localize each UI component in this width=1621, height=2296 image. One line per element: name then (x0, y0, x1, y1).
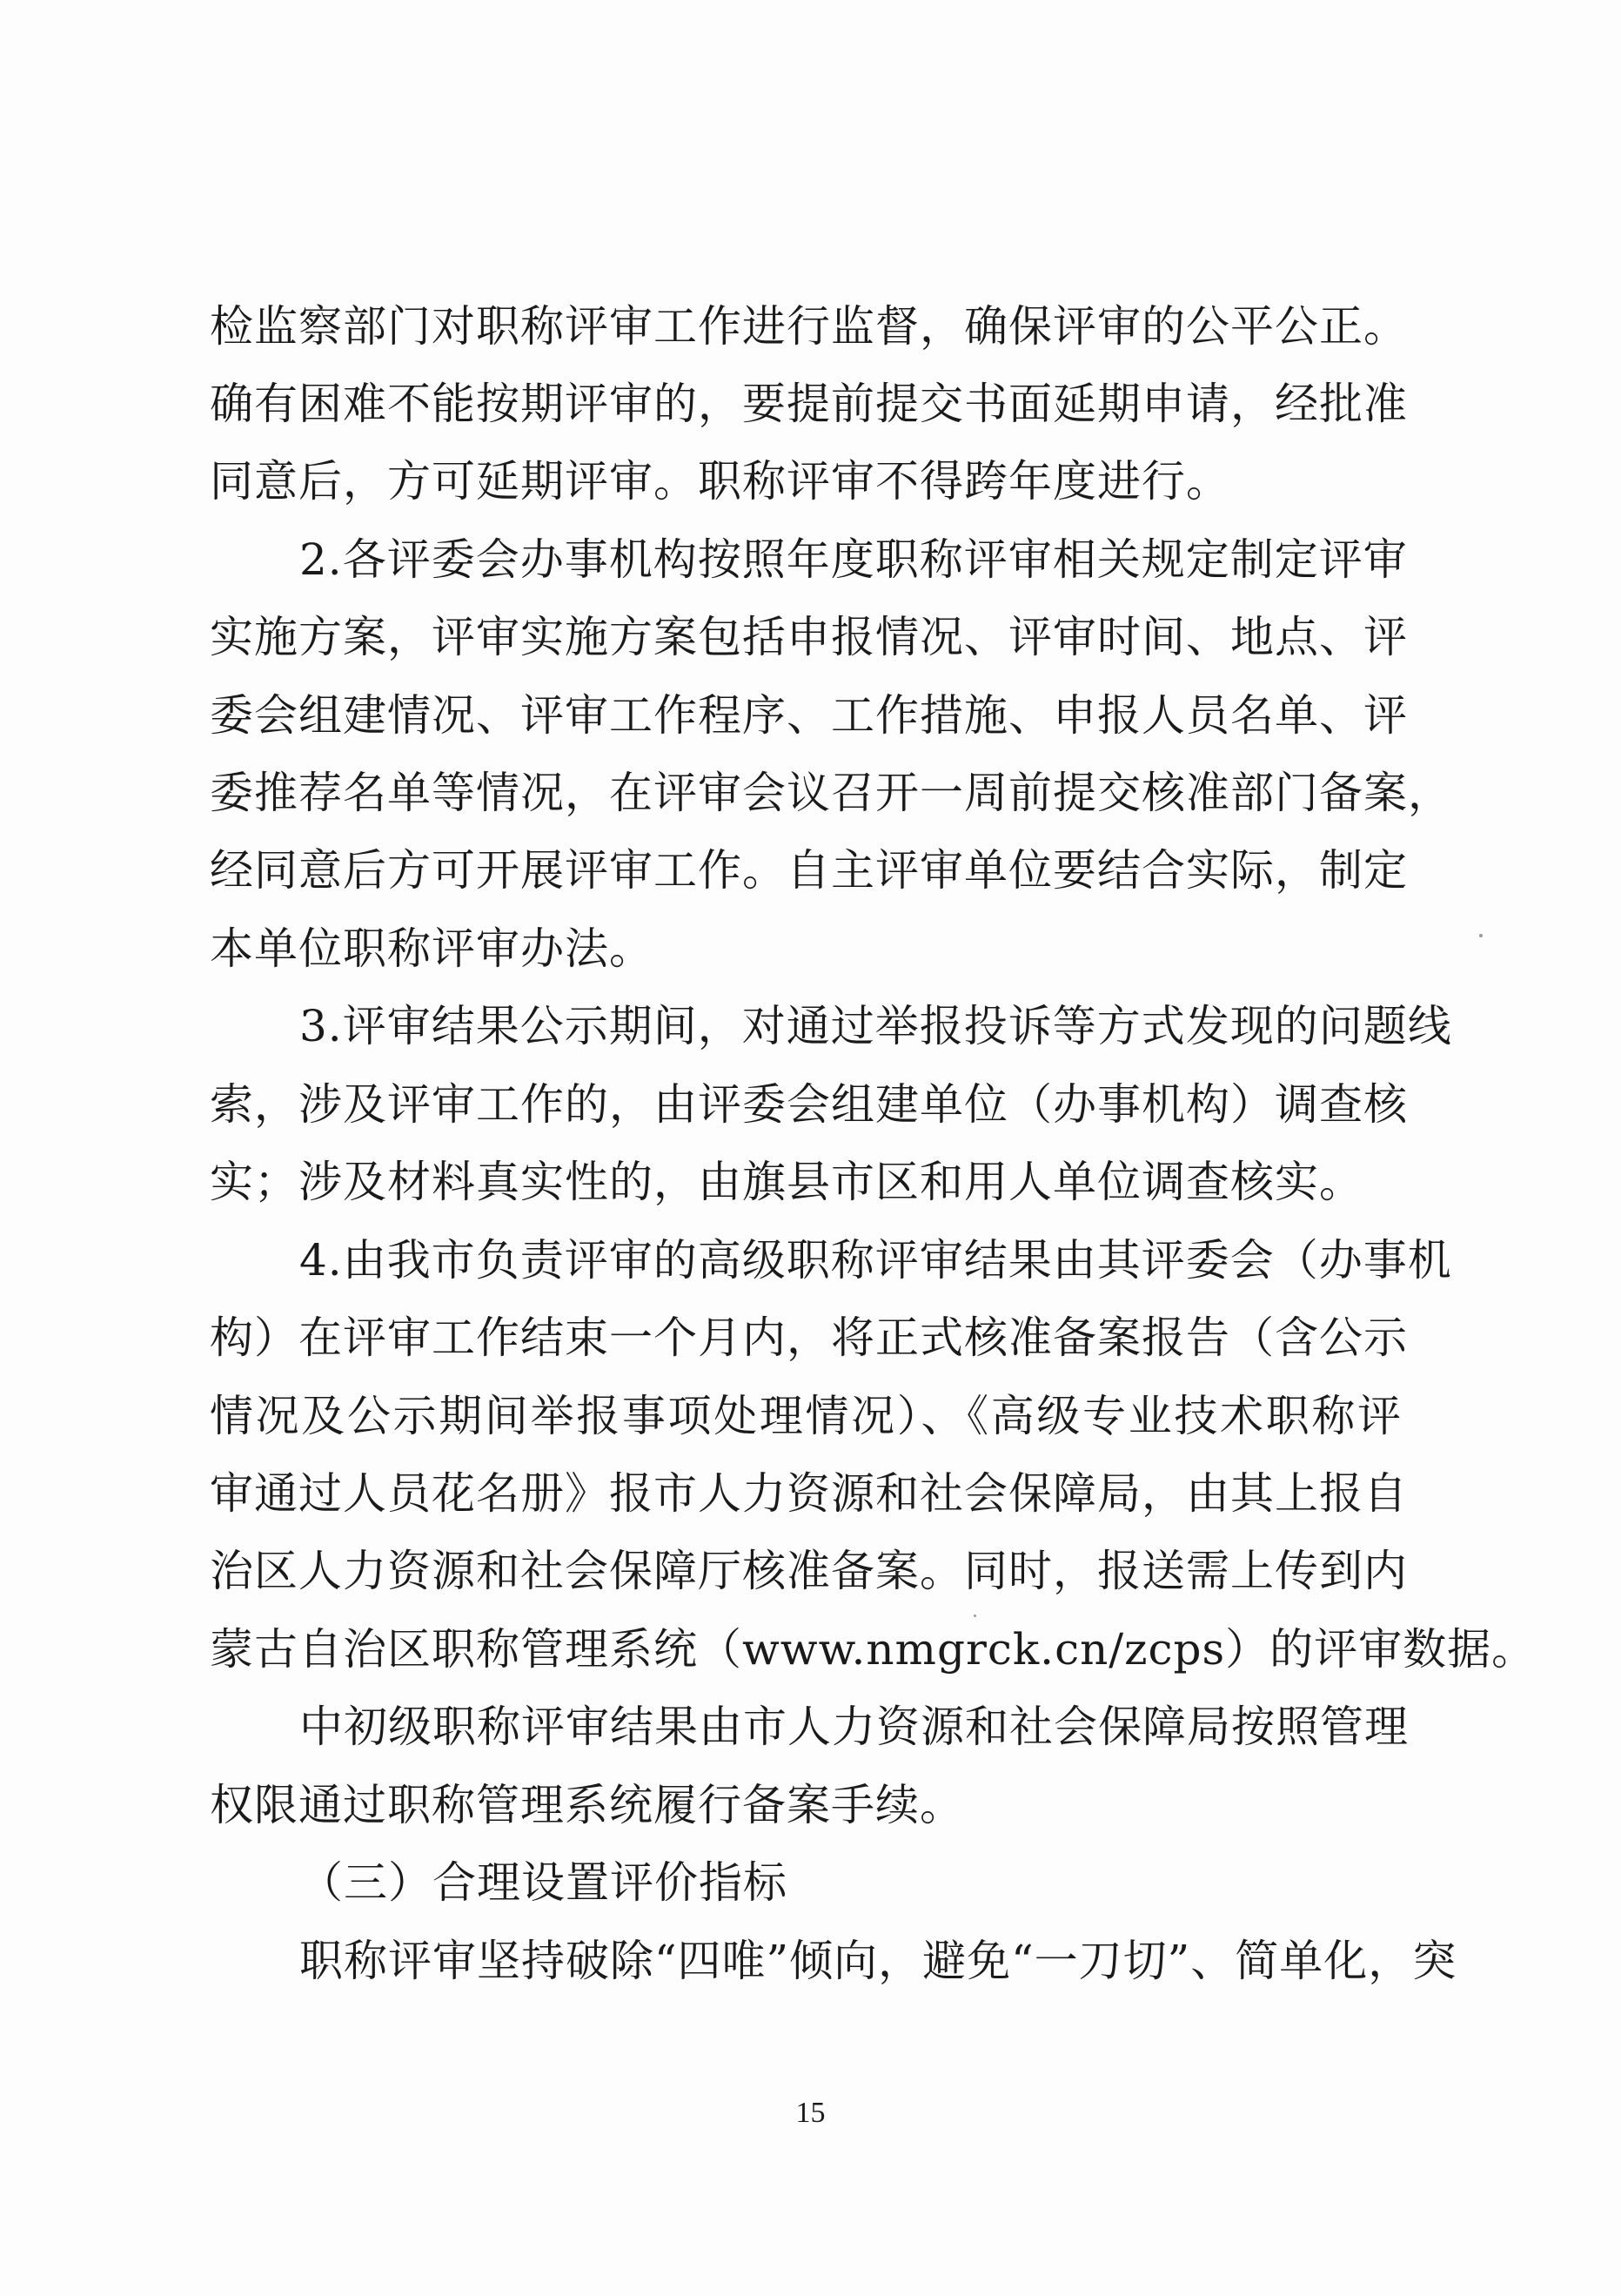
paragraph-line: 蒙古自治区职称管理系统（www.nmgrck.cn/zcps）的评审数据。 (210, 1624, 1537, 1675)
paragraph-line: 2.各评委会办事机构按照年度职称评审相关规定制定评审 (299, 534, 1408, 585)
scan-speck (974, 1615, 976, 1617)
page-number: 15 (795, 2097, 826, 2129)
paragraph-line: 情况及公示期间举报事项处理情况）、《高级专业技术职称评 (210, 1391, 1402, 1441)
paragraph-line: 3.评审结果公示期间，对通过举报投诉等方式发现的问题线 (299, 1001, 1452, 1051)
paragraph-line: 本单位职称评审办法。 (210, 923, 653, 974)
paragraph-line: 检监察部门对职称评审工作进行监督，确保评审的公平公正。 (210, 301, 1408, 352)
paragraph-line: 4.由我市负责评审的高级职称评审结果由其评委会（办事机 (299, 1235, 1452, 1286)
paragraph-line: 审通过人员花名册》报市人力资源和社会保障局，由其上报自 (210, 1468, 1408, 1519)
paragraph-line: 委会组建情况、评审工作程序、工作措施、申报人员名单、评 (210, 690, 1408, 741)
paragraph-line: 权限通过职称管理系统履行备案手续。 (210, 1780, 964, 1830)
paragraph-line: 委推荐名单等情况，在评审会议召开一周前提交核准部门备案， (210, 768, 1452, 818)
paragraph-line: 构）在评审工作结束一个月内，将正式核准备案报告（含公示 (210, 1312, 1408, 1363)
paragraph-line: 中初级职称评审结果由市人力资源和社会保障局按照管理 (299, 1702, 1409, 1752)
section-heading: （三）合理设置评价指标 (299, 1857, 787, 1908)
paragraph-line: 索，涉及评审工作的，由评委会组建单位（办事机构）调查核 (210, 1079, 1408, 1130)
paragraph-line: 经同意后方可开展评审工作。自主评审单位要结合实际，制定 (210, 845, 1408, 896)
scan-speck (1479, 934, 1483, 937)
paragraph-line: 职称评审坚持破除“四唯”倾向，避免“一刀切”、简单化，突 (299, 1936, 1457, 1986)
paragraph-line: 同意后，方可延期评审。职称评审不得跨年度进行。 (210, 456, 1230, 507)
paragraph-line: 治区人力资源和社会保障厅核准备案。同时，报送需上传到内 (210, 1546, 1408, 1596)
paragraph-line: 确有困难不能按期评审的，要提前提交书面延期申请，经批准 (210, 379, 1408, 429)
paragraph-line: 实；涉及材料真实性的，由旗县市区和用人单位调查核实。 (210, 1157, 1363, 1207)
paragraph-line: 实施方案，评审实施方案包括申报情况、评审时间、地点、评 (210, 612, 1408, 662)
